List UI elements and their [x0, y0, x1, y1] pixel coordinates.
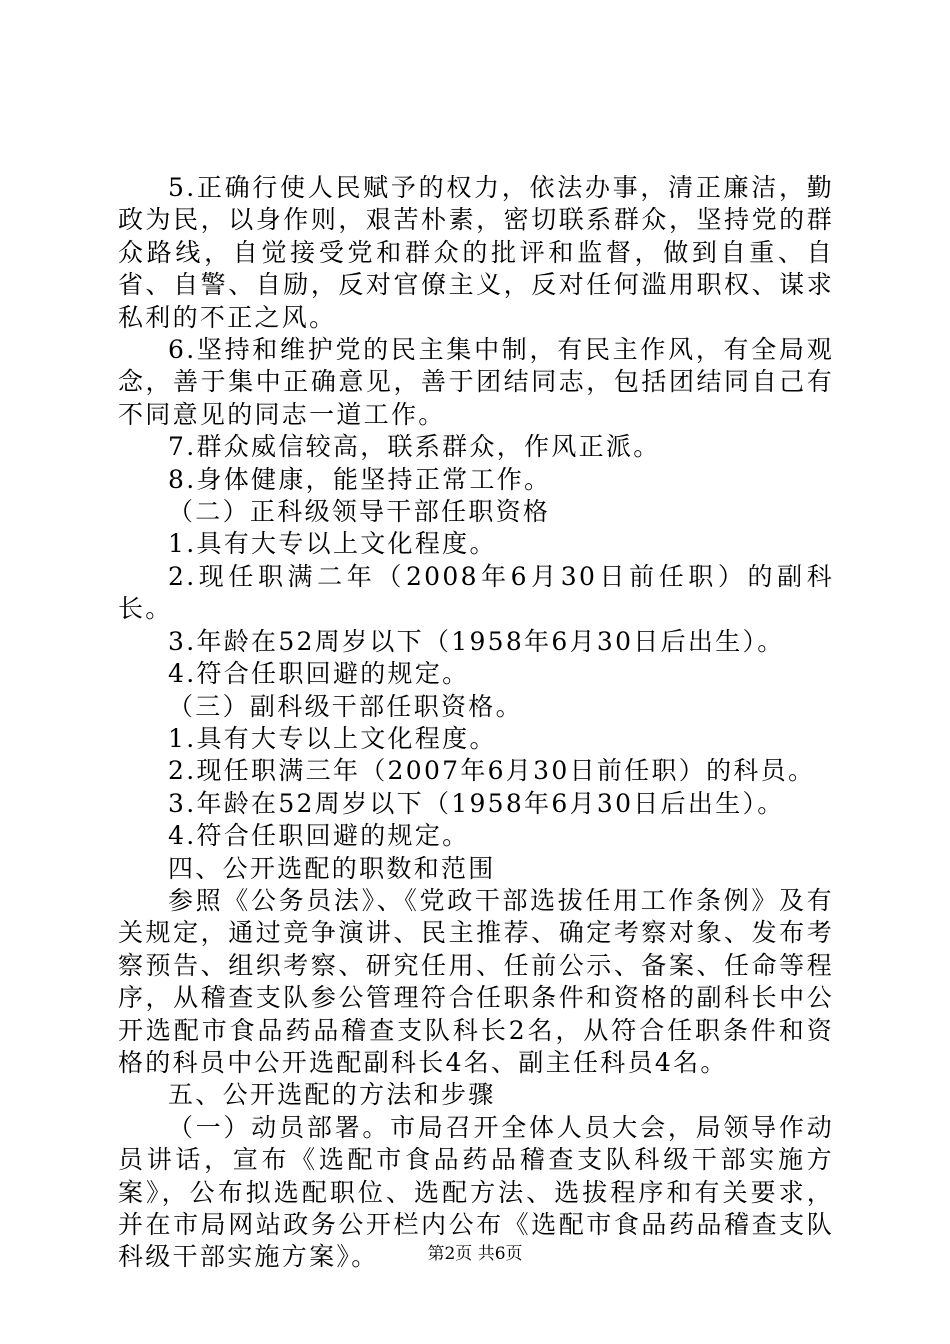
paragraph-item-6: 6.坚持和维护党的民主集中制，有民主作风，有全局观念，善于集中正确意见，善于团结同志，包括团结同自己有不同意见的同志一道工作。 — [118, 335, 834, 429]
paragraph-zk-2: 2.现任职满二年（2008年6月30日前任职）的副科长。 — [118, 561, 834, 624]
document-body — [118, 172, 834, 1274]
paragraph-section-4-body: 参照《公务员法》、《党政干部选拔任用工作条例》及有关规定，通过竞争演讲、民主推荐、确定考察对象、发布考察预告、组织考察、研究任用、任前公示、备案、任命等程序，从稽查支队参公管理符合任职条件和资格的副科长中公开选配市食品药品稽查支队科长2名，从符合任职条件和资格的科员中公开选配副科长4名、副主任科员4名。 — [118, 885, 834, 1077]
section-heading-5: 五、公开选配的方法和步骤 — [168, 1080, 496, 1110]
paragraph-fk-1: 1.具有大专以上文化程度。 — [168, 723, 497, 753]
section-heading-zheng-ke: （二）正科级领导干部任职资格 — [168, 497, 551, 527]
paragraph-item-5: 5.正确行使人民赋予的权力，依法办事，清正廉洁，勤政为民，以身作则，艰苦朴素，密切联系群众，坚持党的群众路线，自觉接受党和群众的批评和监督，做到自重、自省、自警、自励，反对官僚主义，反对任何滥用职权、谋求私利的不正之风。 — [118, 173, 834, 332]
paragraph-section-5-body: （一）动员部署。市局召开全体人员大会，局领导作动员讲话，宣布《选配市食品药品稽查支队科级干部实施方案》，公布拟选配职位、选配方法、选拔程序和有关要求，并在市局网站政务公开栏内公布《选配市食品药品稽查支队科级干部实施方案》。 — [118, 1112, 834, 1272]
section-heading-fu-ke: （三）副科级干部任职资格。 — [168, 691, 523, 721]
paragraph-item-7: 7.群众威信较高，联系群众，作风正派。 — [168, 432, 661, 462]
paragraph-fk-3: 3.年龄在52周岁以下（1958年6月30日后出生）。 — [168, 788, 785, 818]
paragraph-item-8: 8.身体健康，能坚持正常工作。 — [168, 464, 552, 494]
page-number-footer: 第2页 共6页 — [427, 1244, 523, 1264]
paragraph-zk-3: 3.年龄在52周岁以下（1958年6月30日后出生）。 — [168, 626, 785, 656]
section-heading-4: 四、公开选配的职数和范围 — [168, 853, 496, 883]
paragraph-fk-2: 2.现任职满三年（2007年6月30日前任职）的科员。 — [168, 756, 816, 786]
paragraph-zk-4: 4.符合任职回避的规定。 — [168, 659, 470, 689]
paragraph-zk-1: 1.具有大专以上文化程度。 — [168, 529, 497, 559]
paragraph-fk-4: 4.符合任职回避的规定。 — [168, 821, 470, 851]
